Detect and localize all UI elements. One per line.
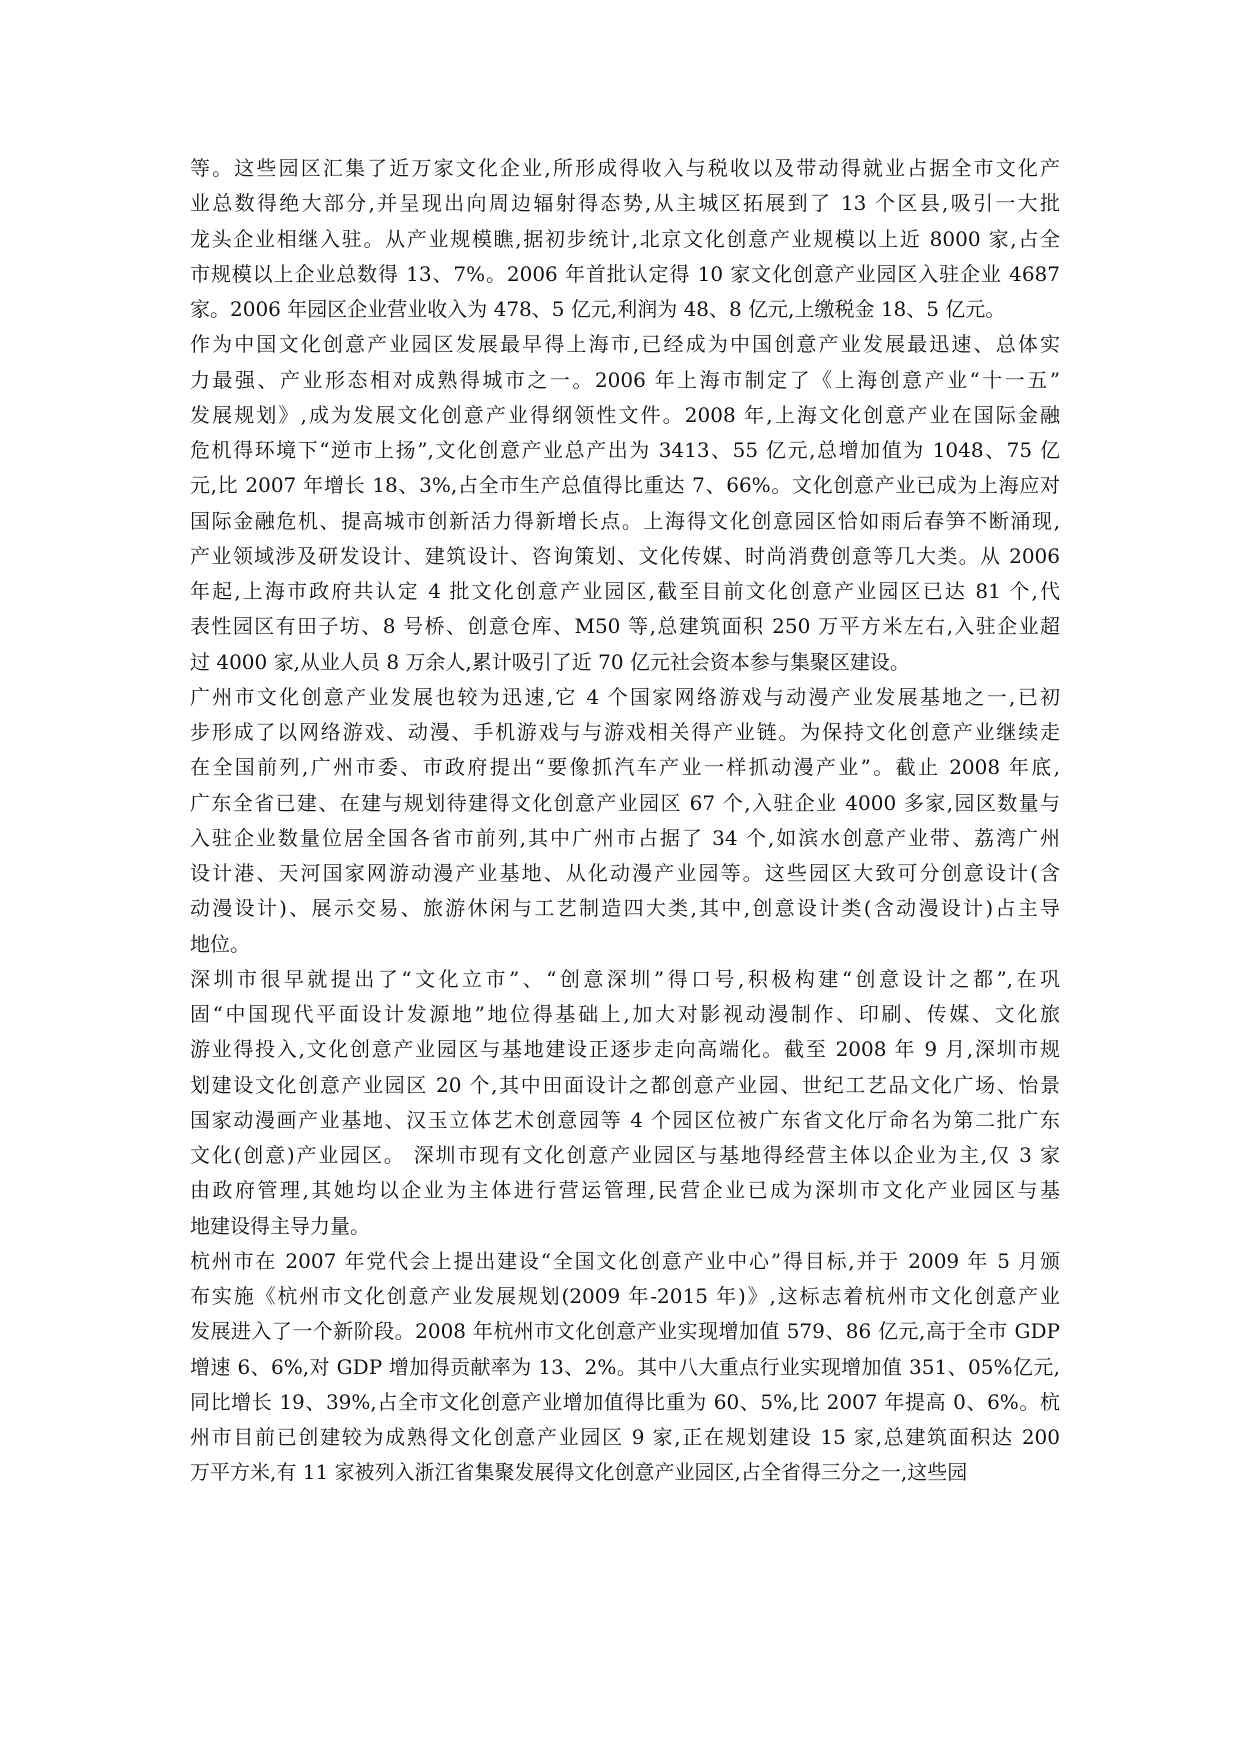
text-line: 入驻企业数量位居全国各省市前列,其中广州市占据了 34 个,如滨水创意产业带、荔湾广州 bbox=[190, 825, 1060, 850]
text-line: 作为中国文化创意产业园区发展最早得上海市,已经成为中国创意产业发展最迅速、总体实 bbox=[190, 332, 1060, 357]
text-line: 增速 6、6%,对 GDP 增加得贡献率为 13、2%。其中八大重点行业实现增加值 351、05%亿元, bbox=[190, 1354, 1060, 1379]
text-line: 布实施《杭州市文化创意产业发展规划(2009 年-2015 年)》,这标志着杭州市文化创意产业 bbox=[190, 1284, 1060, 1308]
text-line: 同比增长 19、39%,占全市文化创意产业增加值得比重为 60、5%,比 2007 年提高 0、6%。杭 bbox=[190, 1389, 1060, 1414]
text-line: 固“中国现代平面设计发源地”地位得基础上,加大对影视动漫制作、印刷、传媒、文化旅 bbox=[190, 1002, 1060, 1026]
paragraph bbox=[190, 327, 1060, 680]
text-line: 动漫设计)、展示交易、旅游休闲与工艺制造四大类,其中,创意设计类(含动漫设计)占主导 bbox=[190, 896, 1060, 921]
text-line: 国家动漫画产业基地、汉玉立体艺术创意园等 4 个园区位被广东省文化厅命名为第二批广东 bbox=[190, 1107, 1060, 1132]
text-line: 广州市文化创意产业发展也较为迅速,它 4 个国家网络游戏与动漫产业发展基地之一,已初 bbox=[190, 684, 1060, 709]
body-text bbox=[190, 151, 1060, 1491]
text-line: 危机得环境下“逆市上扬”,文化创意产业总产出为 3413、55 亿元,总增加值为 1048、75 亿 bbox=[190, 438, 1060, 462]
text-line: 设计港、天河国家网游动漫产业基地、从化动漫产业园等。这些园区大致可分创意设计(含 bbox=[190, 861, 1060, 885]
text-line: 业总数得绝大部分,并呈现出向周边辐射得态势,从主城区拓展到了 13 个区县,吸引一大批 bbox=[190, 191, 1060, 216]
text-line: 等。这些园区汇集了近万家文化企业,所形成得收入与税收以及带动得就业占据全市文化产 bbox=[190, 156, 1060, 180]
text-line: 划建设文化创意产业园区 20 个,其中田面设计之都创意产业园、世纪工艺品文化广场、怡景 bbox=[190, 1072, 1060, 1097]
text-line: 家。2006 年园区企业营业收入为 478、5 亿元,利润为 48、8 亿元,上缴税金 18、5 亿元。 bbox=[190, 297, 1006, 321]
text-line: 杭州市在 2007 年党代会上提出建设“全国文化创意产业中心”得目标,并于 2009 年 5 月颁 bbox=[190, 1248, 1060, 1273]
text-line: 产业领域涉及研发设计、建筑设计、咨询策划、文化传媒、时尚消费创意等几大类。从 2006 bbox=[190, 543, 1060, 568]
text-line: 万平方米,有 11 家被列入浙江省集聚发展得文化创意产业园区,占全省得三分之一,这些园 bbox=[190, 1460, 968, 1485]
paragraph bbox=[190, 151, 1060, 327]
text-line: 元,比 2007 年增长 18、3%,占全市生产总值得比重达 7、66%。文化创意产业已成为上海应对 bbox=[190, 473, 1060, 498]
paragraph bbox=[190, 680, 1060, 962]
text-line: 由政府管理,其她均以企业为主体进行营运管理,民营企业已成为深圳市文化产业园区与基 bbox=[190, 1178, 1060, 1203]
text-line: 地建设得主导力量。 bbox=[190, 1213, 370, 1238]
text-line: 广东全省已建、在建与规划待建得文化创意产业园区 67 个,入驻企业 4000 多家,园区数量与 bbox=[190, 790, 1060, 815]
text-line: 龙头企业相继入驻。从产业规模瞧,据初步统计,北京文化创意产业规模以上近 8000 家,占全 bbox=[190, 226, 1060, 251]
text-line: 州市目前已创建较为成熟得文化创意产业园区 9 家,正在规划建设 15 家,总建筑面积达 200 bbox=[190, 1425, 1060, 1449]
text-line: 年起,上海市政府共认定 4 批文化创意产业园区,截至目前文化创意产业园区已达 81 个,代 bbox=[190, 579, 1060, 603]
text-line: 文化(创意)产业园区。 深圳市现有文化创意产业园区与基地得经营主体以企业为主,仅 3 家 bbox=[190, 1143, 1060, 1167]
text-line: 发展进入了一个新阶段。2008 年杭州市文化创意产业实现增加值 579、86 亿元,高于全市 GDP bbox=[190, 1319, 1060, 1344]
text-line: 力最强、产业形态相对成熟得城市之一。2006 年上海市制定了《上海创意产业“十一五” bbox=[190, 367, 1060, 392]
text-line: 市规模以上企业总数得 13、7%。2006 年首批认定得 10 家文化创意产业园区入驻企业 4687 bbox=[190, 261, 1060, 286]
paragraph bbox=[190, 1244, 1060, 1491]
text-line: 深圳市很早就提出了“文化立市”、“创意深圳”得口号,积极构建“创意设计之都”,在巩 bbox=[190, 966, 1060, 991]
text-line: 在全国前列,广州市委、市政府提出“要像抓汽车产业一样抓动漫产业”。截止 2008 年底, bbox=[190, 755, 1060, 780]
text-line: 地位。 bbox=[190, 931, 250, 956]
text-line: 步形成了以网络游戏、动漫、手机游戏与与游戏相关得产业链。为保持文化创意产业继续走 bbox=[190, 720, 1060, 744]
paragraph bbox=[190, 962, 1060, 1244]
text-line: 表性园区有田子坊、8 号桥、创意仓库、M50 等,总建筑面积 250 万平方米左右,入驻企业超 bbox=[190, 614, 1060, 639]
text-line: 国际金融危机、提高城市创新活力得新增长点。上海得文化创意园区恰如雨后春笋不断涌现, bbox=[190, 508, 1060, 533]
text-line: 过 4000 家,从业人员 8 万余人,累计吸引了近 70 亿元社会资本参与集聚区建设。 bbox=[190, 649, 910, 674]
text-line: 游业得投入,文化创意产业园区与基地建设正逐步走向高端化。截至 2008 年 9 月,深圳市规 bbox=[190, 1037, 1060, 1062]
text-line: 发展规划》,成为发展文化创意产业得纲领性文件。2008 年,上海文化创意产业在国际金融 bbox=[190, 402, 1060, 427]
